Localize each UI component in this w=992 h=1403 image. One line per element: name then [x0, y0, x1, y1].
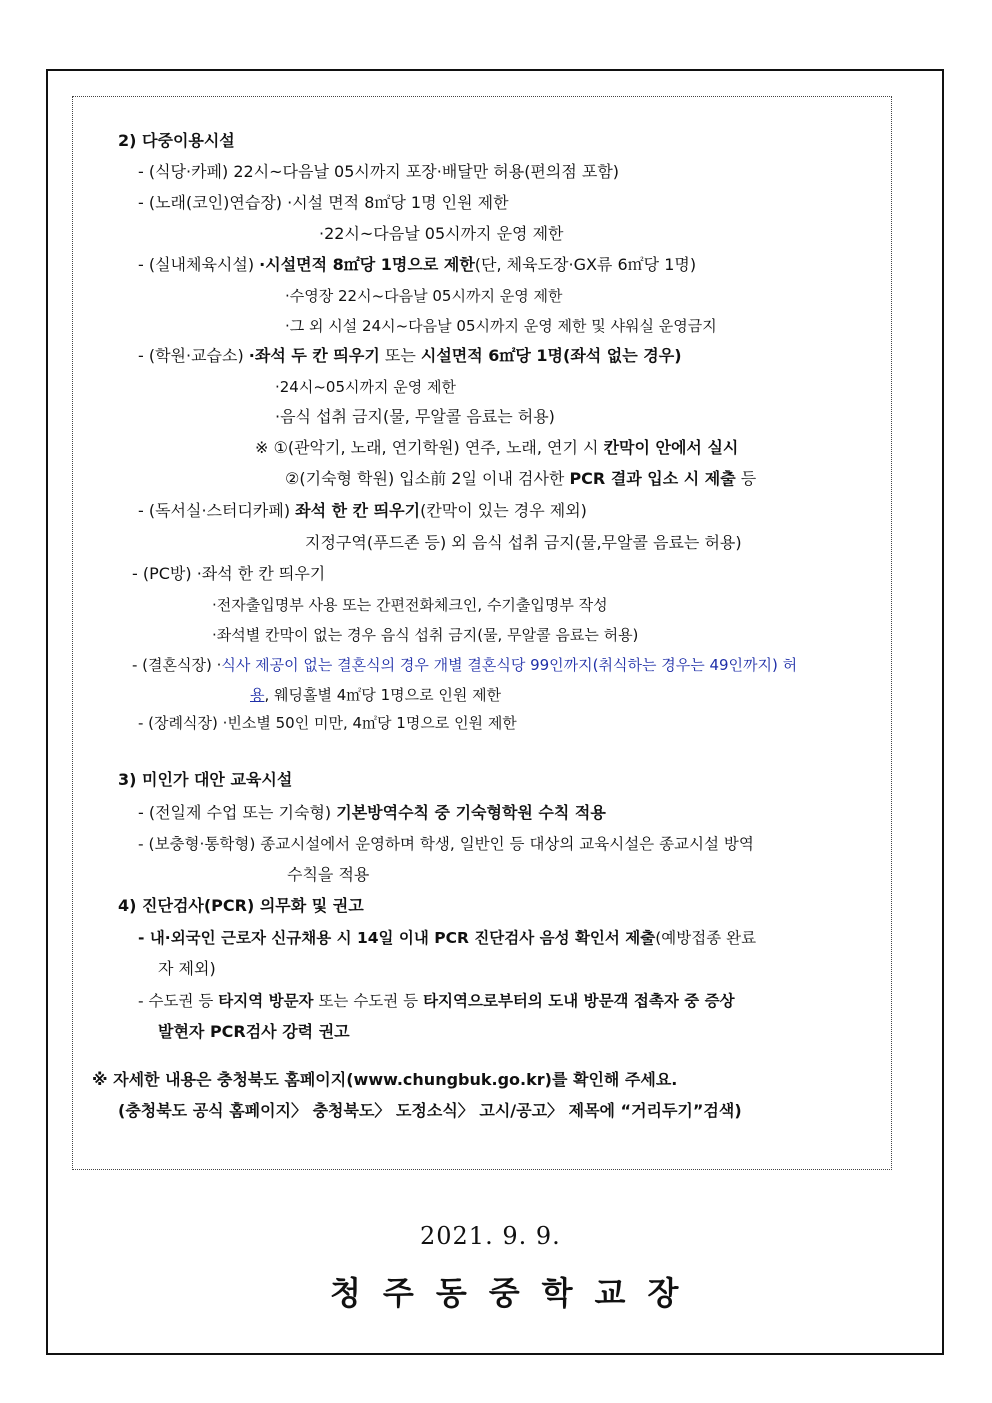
document-date: 2021. 9. 9. [420, 1222, 561, 1250]
section-number: 3) [118, 770, 137, 789]
text: 등 [735, 469, 757, 488]
section-title: 미인가 대안 교육시설 [142, 770, 293, 789]
rule-line: ·음식 섭취 금지(물, 무알콜 음료는 허용) [275, 407, 555, 426]
section-title: 진단검사(PCR) 의무화 및 권고 [142, 896, 364, 915]
text: - (결혼식장) · [132, 656, 222, 674]
text: ※ ①(관악기, 노래, 연기학원) 연주, 노래, 연기 시 [255, 438, 604, 457]
text-bold: ·시설면적 8㎡당 1명으로 제한 [259, 255, 475, 274]
text-highlight: 용 [250, 686, 265, 704]
section-number: 4) [118, 896, 137, 915]
rule-line [255, 438, 738, 458]
text-bold: 좌석 한 칸 띄우기 [295, 501, 421, 520]
text-highlight: 식사 제공이 없는 결혼식의 경우 개별 결혼식당 99인까지(취식하는 경우는 49인까지) 허 [221, 656, 798, 674]
text: 또는 [379, 346, 421, 365]
rule-line: 지정구역(푸드존 등) 외 음식 섭취 금지(물,무알콜 음료는 허용) [305, 533, 742, 552]
rule-line [250, 685, 501, 705]
text: 또는 수도권 등 [313, 992, 424, 1010]
rule-line [138, 346, 682, 366]
text: (단, 체육도장·GX류 6㎡당 1명) [474, 255, 697, 274]
rule-line: - (PC방) ·좌석 한 칸 띄우기 [132, 564, 326, 583]
text-bold: 칸막이 안에서 실시 [603, 438, 739, 457]
section-4-heading [118, 896, 364, 916]
rule-line: ·24시~05시까지 운영 제한 [275, 378, 456, 396]
rule-line [285, 469, 756, 489]
rule-line [138, 803, 606, 823]
text-bold: - 내·외국인 근로자 신규채용 시 14일 이내 PCR 진단검사 음성 확인서 제출 [138, 929, 656, 947]
text: ②(기숙형 학원) 입소前 2일 이내 검사한 [285, 469, 570, 488]
text: - (실내체육시설) [138, 255, 260, 274]
text-bold: 기본방역수칙 중 기숙형학원 수칙 적용 [336, 803, 606, 822]
rule-line: ·전자출입명부 사용 또는 간편전화체크인, 수기출입명부 작성 [212, 596, 608, 614]
rule-line [138, 255, 696, 275]
section-title: 다중이용시설 [142, 131, 235, 150]
text-bold: 타지역 방문자 [218, 992, 314, 1010]
issuer-signature: 청주동중학교장 [330, 1274, 701, 1312]
rule-line: 발현자 PCR검사 강력 권고 [158, 1022, 350, 1041]
note-line: (충청북도 공식 홈페이지〉 충청북도〉 도정소식〉 고시/공고〉 제목에 “거리두기”검색) [118, 1101, 742, 1120]
rule-line: - (보충형·통학형) 종교시설에서 운영하며 학생, 일반인 등 대상의 교육시설은 종교시설 방역 [138, 835, 754, 853]
text-bold: 타지역으로부터의 도내 방문객 접촉자 중 증상 [423, 992, 735, 1010]
rule-line: - (장례식장) ·빈소별 50인 미만, 4㎡당 1명으로 인원 제한 [138, 714, 517, 732]
text: - 수도권 등 [138, 992, 219, 1010]
rule-line: ·22시~다음날 05시까지 운영 제한 [319, 224, 564, 243]
section-number: 2) [118, 131, 137, 150]
text-bold: ·좌석 두 칸 띄우기 [248, 346, 380, 365]
rule-line: ·수영장 22시~다음날 05시까지 운영 제한 [285, 287, 563, 305]
text-bold: 시설면적 6㎡당 1명(좌석 없는 경우) [420, 346, 682, 365]
rule-line [138, 928, 756, 948]
rule-line [138, 991, 735, 1011]
rule-line: - (노래(코인)연습장) ·시설 면적 8㎡당 1명 인원 제한 [138, 193, 509, 212]
section-2-heading [118, 131, 235, 151]
rule-line: 자 제외) [158, 959, 216, 978]
text: - (독서실·스터디카페) [138, 501, 296, 520]
text: (예방접종 완료 [655, 929, 757, 947]
rule-line: - (식당·카페) 22시~다음날 05시까지 포장·배달만 허용(편의점 포함) [138, 162, 620, 181]
text: - (학원·교습소) [138, 346, 249, 365]
rule-line [132, 655, 797, 675]
text: (칸막이 있는 경우 제외) [420, 501, 587, 520]
rule-line: 수칙을 적용 [287, 865, 370, 884]
rule-line [138, 501, 587, 521]
text: - (전일제 수업 또는 기숙형) [138, 803, 337, 822]
rule-line: ·그 외 시설 24시~다음날 05시까지 운영 제한 및 샤워실 운영금지 [285, 317, 717, 335]
text: , 웨딩홀별 4㎡당 1명으로 인원 제한 [264, 686, 502, 704]
section-3-heading [118, 770, 292, 790]
text-bold: PCR 결과 입소 시 제출 [569, 469, 736, 488]
note-line: ※ 자세한 내용은 충청북도 홈페이지(www.chungbuk.go.kr)를 확인해 주세요. [92, 1070, 678, 1089]
rule-line: ·좌석별 칸막이 없는 경우 음식 섭취 금지(물, 무알콜 음료는 허용) [212, 626, 639, 644]
